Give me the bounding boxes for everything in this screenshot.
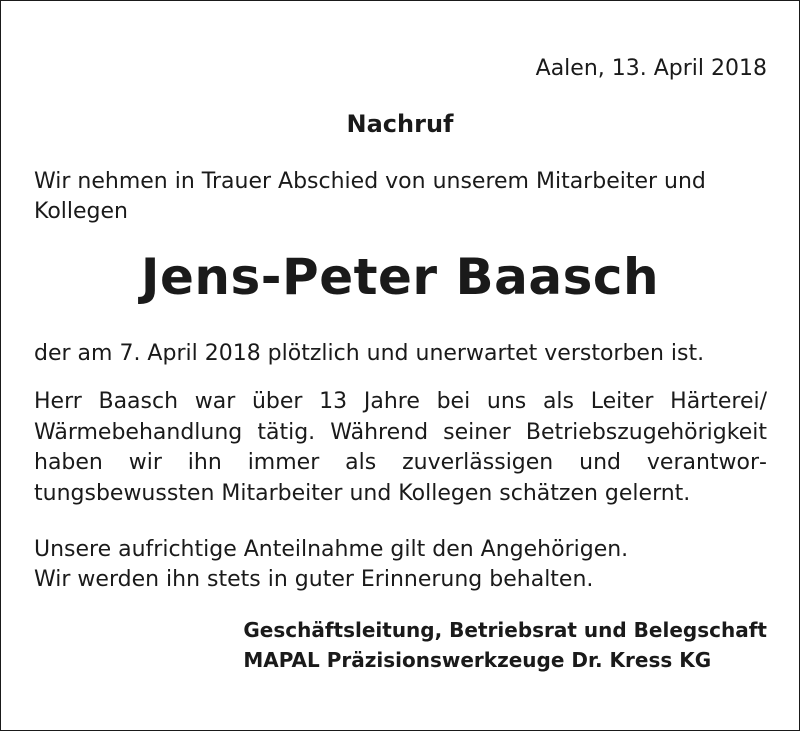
closing-line: Wir werden ihn stets in guter Erinnerung behalten.	[34, 567, 594, 592]
signature-line: Geschäftsleitung, Betriebsrat und Belegschaft	[243, 618, 767, 642]
signature-company: MAPAL Präzisionswerkzeuge Dr. Kress KG	[243, 648, 712, 672]
closing-line: Unsere aufrichtige Anteilnahme gilt den Angehörigen.	[34, 537, 629, 562]
closing-paragraph	[34, 535, 772, 595]
death-statement: der am 7. April 2018 plötzlich und unerwartet verstorben ist.	[34, 341, 705, 366]
notice-date: Aalen, 13. April 2018	[535, 56, 767, 81]
deceased-name: Jens-Peter Baasch	[140, 248, 660, 306]
intro-text: Wir nehmen in Trauer Abschied von unserem Mitarbeiter und Kollegen	[34, 169, 706, 224]
notice-heading: Nachruf	[346, 110, 454, 138]
signature-block	[243, 615, 767, 675]
tribute-paragraph: Herr Baasch war über 13 Jahre bei uns als Leiter Härterei/ Wärmebehandlung tätig. Während seiner Betriebszugehörigkeit haben wir ihn immer als zuverlässigen und verantwortungsbewussten Mitarbeiter und Kollegen schätzen gelernt.	[34, 389, 767, 506]
